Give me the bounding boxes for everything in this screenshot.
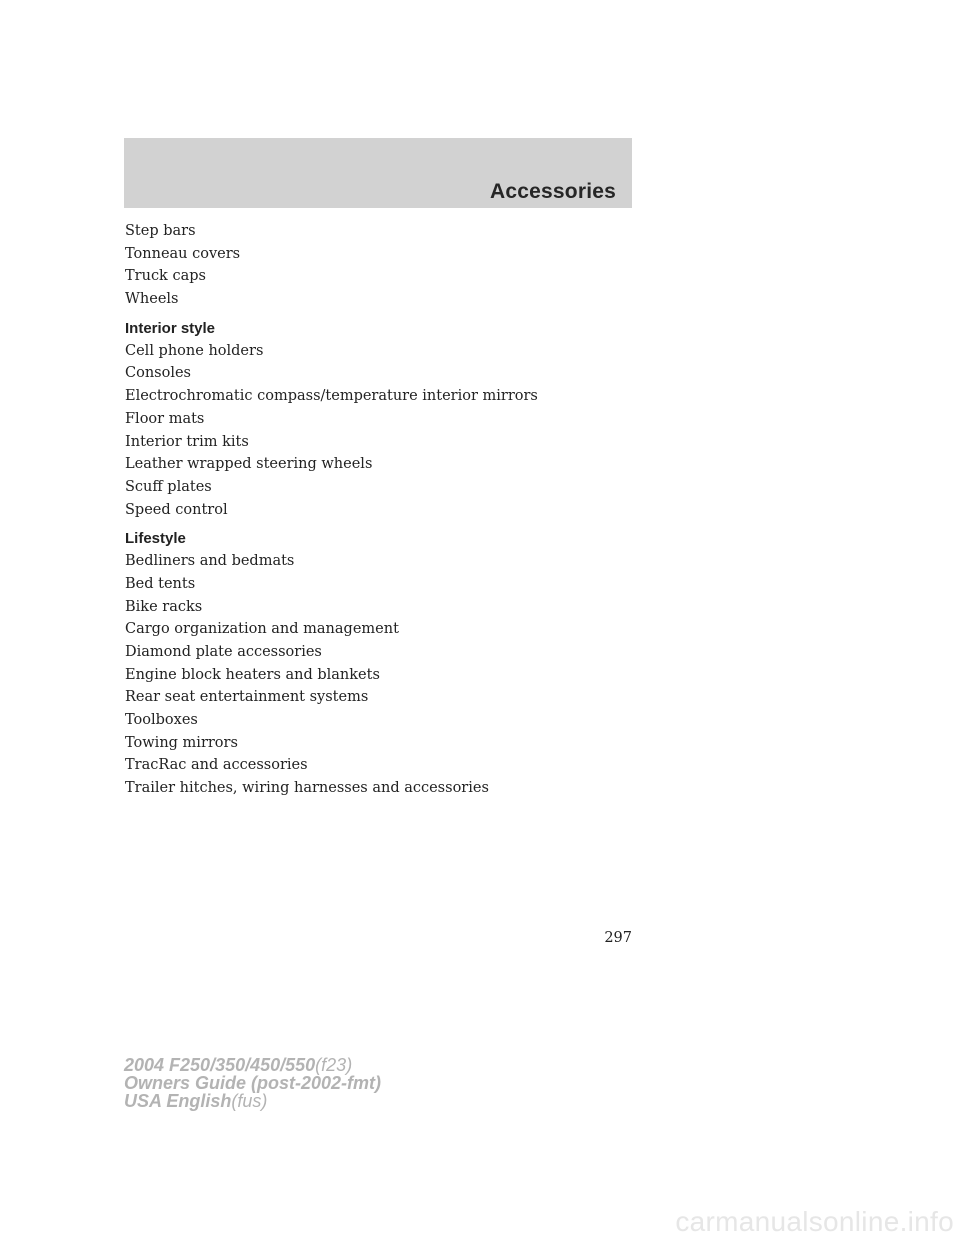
list-item: Floor mats (125, 410, 205, 427)
list-item: Cargo organization and management (125, 621, 399, 638)
list-item: Electrochromatic compass/temperature interior mirrors (125, 388, 538, 405)
footer-guide: Owners Guide (post-2002-fmt) (124, 1073, 382, 1093)
page-header-band (124, 138, 632, 208)
list-item: Toolboxes (125, 712, 198, 729)
footer-model: 2004 F250/350/450/550 (124, 1055, 316, 1075)
page-title: Accessories (490, 180, 616, 203)
section-heading: Interior style (125, 319, 216, 337)
list-item: Towing mirrors (125, 734, 238, 751)
footer-line-guide (124, 1074, 381, 1092)
list-item: Leather wrapped steering wheels (125, 456, 373, 473)
footer-line-model (124, 1056, 381, 1074)
list-item: Diamond plate accessories (125, 644, 322, 660)
list-item: Truck caps (125, 268, 206, 285)
footer-model-code: (f23) (315, 1055, 353, 1075)
section-interior-style (125, 318, 632, 522)
list-item: Step bars (125, 223, 196, 239)
list-item: Cell phone holders (125, 342, 264, 359)
list-item: Scuff plates (125, 478, 212, 495)
footer-language: USA English (124, 1091, 232, 1111)
list-item: Engine block heaters and blankets (125, 666, 380, 683)
list-item: Rear seat entertainment systems (125, 689, 369, 706)
list-item: Tonneau covers (125, 245, 241, 262)
list-item: Bed tents (125, 575, 196, 592)
section-heading: Lifestyle (125, 530, 186, 548)
footer-line-language (124, 1092, 381, 1110)
footer-language-code: (fus) (231, 1091, 268, 1111)
section-lifestyle (125, 528, 632, 800)
list-item: Interior trim kits (125, 433, 249, 450)
continued-list (125, 220, 632, 311)
document-footer (124, 1056, 381, 1110)
list-item: Trailer hitches, wiring harnesses and accessories (125, 780, 489, 797)
list-item: Wheels (125, 291, 179, 308)
accessory-list (125, 220, 632, 800)
watermark: carmanualsonline.info (675, 1206, 954, 1237)
list-item: Bedliners and bedmats (125, 553, 295, 570)
list-item: Consoles (125, 365, 191, 382)
list-item: Bike racks (125, 598, 203, 615)
list-item: Speed control (125, 501, 228, 518)
page-number: 297 (604, 930, 632, 946)
list-item: TracRac and accessories (125, 757, 308, 774)
